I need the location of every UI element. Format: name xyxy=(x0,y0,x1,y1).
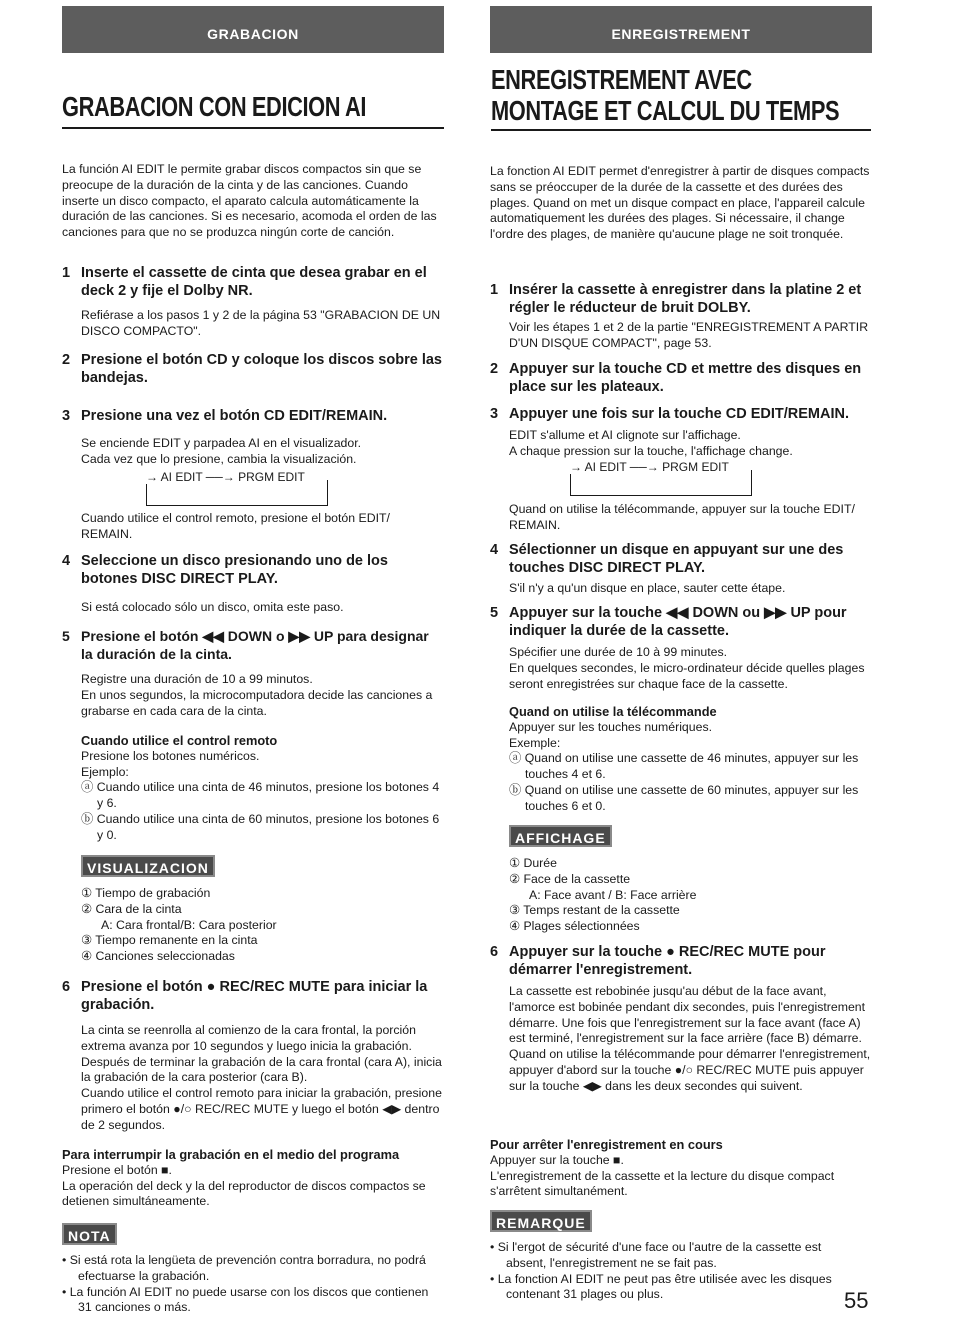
intro-text-es: La función AI EDIT le permite grabar discos compactos sin que se preocupe de la duración de la cinta y de las canciones. Cuando inserte un disco compacto, el aparato calcula automáticamente la duración de las canciones. Si es necesario, acomoda el orden de las canciones para que no se produzca ningún corte de canción. xyxy=(62,162,437,240)
note-item: • Si está rota la lengüeta de prevención contra borradura, no podrá efectuarse la grabación. xyxy=(62,1253,426,1283)
step-number: 2 xyxy=(62,352,71,368)
page-title-fr-line1: ENREGISTREMENT AVEC xyxy=(491,64,752,95)
step-4-body-es: Si está colocado sólo un disco, omita este paso. xyxy=(81,600,344,614)
remote-example-b: ⓑ Quand on utilise une cassette de 60 minutes, appuyer sur les touches 6 et 0. xyxy=(509,782,859,813)
step-text: Spécifier une durée de 10 à 99 minutes. xyxy=(509,645,728,659)
remote-example-a: ⓐ Quand on utilise une cassette de 46 minutes, appuyer sur les touches 4 et 6. xyxy=(509,751,859,782)
remote-section-fr xyxy=(509,704,871,815)
step-3-body-fr xyxy=(509,428,871,460)
step-number: 5 xyxy=(490,605,499,621)
step-6-es xyxy=(62,978,444,1014)
step-text: En unos segundos, la microcomputadora decide las canciones a grabarse en cada cara de la cinta. xyxy=(81,687,433,718)
display-item: ① Durée xyxy=(509,856,557,870)
step-1-es xyxy=(62,264,444,300)
note-item: • La fonction AI EDIT ne peut pas être utilisée avec les disques contenant 31 plages ou plus. xyxy=(490,1271,832,1302)
step-number: 4 xyxy=(490,542,499,558)
step-1-body-es: Refiérase a los pasos 1 y 2 de la página 53 "GRABACION DE UN DISCO COMPACTO". xyxy=(81,308,441,338)
step-heading: Presione el botón ● REC/REC MUTE para iniciar la grabación. xyxy=(81,979,428,1013)
step-4-es xyxy=(62,552,444,588)
remote-heading: Cuando utilice el control remoto xyxy=(81,733,278,748)
display-tag-fr: AFFICHAGE xyxy=(509,825,612,847)
step-heading: Appuyer sur la touche ◀◀ DOWN ou ▶▶ UP pour indiquer la durée de la cassette. xyxy=(509,605,847,639)
step-heading: Appuyer sur la touche CD et mettre des disques en place sur les plateaux. xyxy=(509,361,862,395)
step-3-remote-es: Cuando utilice el control remoto, presione el botón EDIT/ REMAIN. xyxy=(81,511,390,541)
step-text: Registre una duración de 10 a 99 minutos. xyxy=(81,672,313,686)
step-heading: Appuyer une fois sur la touche CD EDIT/REMAIN. xyxy=(509,406,849,422)
stop-section-es xyxy=(62,1147,444,1210)
step-heading: Seleccione un disco presionando uno de los botones DISC DIRECT PLAY. xyxy=(81,553,388,587)
notes-fr xyxy=(490,1240,840,1303)
step-2-es xyxy=(62,351,444,387)
stop-text: Appuyer sur la touche ■. xyxy=(490,1152,624,1167)
title-rule-es xyxy=(62,127,444,129)
step-number: 3 xyxy=(490,406,499,422)
step-heading: Presione el botón CD y coloque los discos sobre las bandejas. xyxy=(81,352,442,386)
display-item: ③ Temps restant de la cassette xyxy=(509,903,680,918)
display-list-es xyxy=(81,886,443,965)
step-number: 5 xyxy=(62,628,70,644)
step-number: 6 xyxy=(490,944,499,960)
step-text: La cassette est rebobinée jusqu'au début de la face avant, l'amorce est bobinée pendant dix secondes, puis l'enregistrement démarre. Une fois que l'enregistrement sur la face avant (face A) est terminé, l'enregistrement sur la face arrière (face B) démarre. xyxy=(509,984,866,1046)
page-number: 55 xyxy=(844,1288,869,1313)
remote-example-b: ⓑ Cuando utilice una cinta de 60 minutos, presione los botones 6 y 0. xyxy=(81,811,440,842)
intro-text-fr: La fonction AI EDIT permet d'enregistrer à partir de disques compacts sans se préoccuper de la durée de la cassette et des durées des plages. Quand on met un disque compact en place, l'appareil calcule automatiquement les durées des plages. Si nécessaire, il change l'ordre des plages, de manière qu'aucune plage ne soit tronquée. xyxy=(490,164,870,242)
section-banner-es: GRABACION xyxy=(62,6,444,53)
stop-heading: Para interrumpir la grabación en el medio del programa xyxy=(62,1147,400,1162)
display-item: ② Face de la cassette xyxy=(509,871,631,886)
mode-cycle-label: → AI EDIT ──→ PRGM EDIT xyxy=(570,460,729,474)
step-text: A chaque pression sur la touche, l'affichage change. xyxy=(509,443,793,458)
step-text: Quand on utilise la télécommande pour démarrer l'enregistrement, appuyer d'abord sur la touche ●/○ REC/REC MUTE puis appuyer sur la touche ◀▶ dans les deux secondes qui suivent. xyxy=(509,1047,871,1093)
remote-text: Exemple: xyxy=(509,735,561,750)
step-heading: Presione una vez el botón CD EDIT/REMAIN. xyxy=(81,408,388,424)
step-heading: Presione el botón ◀◀ DOWN o ▶▶ UP para designar la duración de la cinta. xyxy=(81,628,429,662)
note-item: • Si l'ergot de sécurité d'une face ou l'autre de la cassette est absent, l'enregistrement ne se fait pas. xyxy=(490,1240,822,1270)
stop-text: L'enregistrement de la cassette et la lecture du disque compact s'arrêtent simultanément. xyxy=(490,1168,835,1199)
display-item: A: Face avant / B: Face arrière xyxy=(529,887,697,902)
step-number: 2 xyxy=(490,361,499,377)
display-item: ② Cara de la cinta xyxy=(81,901,182,916)
step-number: 1 xyxy=(62,265,71,281)
page-title-es: GRABACION CON EDICION AI xyxy=(62,91,367,122)
step-4-fr xyxy=(490,541,871,577)
step-5-es xyxy=(62,627,444,663)
remote-example-a: ⓐ Cuando utilice una cinta de 46 minutos, presione los botones 4 y 6. xyxy=(81,780,440,811)
display-list-fr xyxy=(509,856,871,935)
step-2-fr xyxy=(490,360,871,396)
step-1-body-fr: Voir les étapes 1 et 2 de la partie "ENREGISTREMENT A PARTIR D'UN DISQUE COMPACT", page 53. xyxy=(509,320,869,350)
note-item: • La función AI EDIT no puede usarse con los discos que contienen 31 canciones o más. xyxy=(62,1284,429,1315)
step-number: 3 xyxy=(62,408,71,424)
display-tag-es: VISUALIZACION xyxy=(81,855,215,877)
step-text: Cada vez que lo presione, cambia la visualización. xyxy=(81,451,357,466)
step-number: 4 xyxy=(62,553,71,569)
step-heading: Inserte el cassette de cinta que desea grabar en el deck 2 y fije el Dolby NR. xyxy=(81,265,427,299)
step-text: EDIT s'allume et AI clignote sur l'affichage. xyxy=(509,428,741,442)
step-6-fr xyxy=(490,943,871,979)
step-3-body-es xyxy=(81,436,443,468)
page-title-fr-line2: MONTAGE ET CALCUL DU TEMPS xyxy=(491,95,840,126)
step-5-body-fr xyxy=(509,645,871,692)
mode-cycle-diagram-es xyxy=(146,470,328,506)
step-4-body-fr: S'il n'y a qu'un disque en place, sauter cette étape. xyxy=(509,581,786,595)
display-item: ④ Plages sélectionnées xyxy=(509,919,640,934)
mode-cycle-diagram-fr xyxy=(570,460,752,496)
display-item: ③ Tiempo remanente en la cinta xyxy=(81,933,258,948)
display-item: A: Cara frontal/B: Cara posterior xyxy=(101,917,277,932)
step-3-es xyxy=(62,407,444,425)
step-number: 1 xyxy=(490,282,499,298)
stop-section-fr xyxy=(490,1137,871,1200)
step-6-body-fr xyxy=(509,984,871,1095)
stop-text: Presione el botón ■. xyxy=(62,1162,172,1177)
note-tag-es: NOTA xyxy=(62,1223,117,1245)
notes-es xyxy=(62,1253,444,1316)
title-rule-fr xyxy=(491,129,871,131)
step-3-fr xyxy=(490,405,871,423)
step-heading: Insérer la cassette à enregistrer dans la platine 2 et régler le réducteur de bruit DOLBY. xyxy=(509,282,862,316)
remote-text: Presione los botones numéricos. xyxy=(81,748,260,763)
step-3-remote-fr: Quand on utilise la télécommande, appuyer sur la touche EDIT/ REMAIN. xyxy=(509,502,855,532)
step-1-fr xyxy=(490,281,871,317)
remote-text: Appuyer sur les touches numériques. xyxy=(509,719,713,734)
remote-heading: Quand on utilise la télécommande xyxy=(509,704,717,719)
display-item: ④ Canciones seleccionadas xyxy=(81,949,235,964)
step-text: La cinta se reenrolla al comienzo de la cara frontal, la porción extrema avanza por 10 segundos y luego inicia la grabación. Después de terminar la grabación de la cara frontal (cara A), inicia la grabación de la cara posterior (cara B). xyxy=(81,1023,442,1085)
step-text: Cuando utilice el control remoto para iniciar la grabación, presione primero el botón ●/○ REC/REC MUTE y luego el botón ◀▶ dentro de 2 segundos. xyxy=(81,1086,442,1132)
mode-cycle-label: → AI EDIT ──→ PRGM EDIT xyxy=(146,470,305,484)
step-heading: Appuyer sur la touche ● REC/REC MUTE pour démarrer l'enregistrement. xyxy=(509,944,826,978)
step-text: En quelques secondes, le micro-ordinateur décide quelles plages seront enregistrées sur chaque face de la cassette. xyxy=(509,660,865,691)
step-5-body-es xyxy=(81,672,443,719)
step-text: Se enciende EDIT y parpadea AI en el visualizador. xyxy=(81,436,362,450)
stop-heading: Pour arrêter l'enregistrement en cours xyxy=(490,1137,723,1152)
remote-text: Ejemplo: xyxy=(81,764,129,779)
page-title-fr xyxy=(491,64,839,126)
step-number: 6 xyxy=(62,979,71,995)
stop-text: La operación del deck y la del reproductor de discos compactos se detienen simultáneamente. xyxy=(62,1178,426,1209)
display-item: ① Tiempo de grabación xyxy=(81,886,211,900)
step-5-fr xyxy=(490,604,871,640)
remote-section-es xyxy=(81,733,443,844)
step-heading: Sélectionner un disque en appuyant sur une des touches DISC DIRECT PLAY. xyxy=(509,542,844,576)
step-6-body-es xyxy=(81,1023,443,1134)
note-tag-fr: REMARQUE xyxy=(490,1210,592,1232)
section-banner-fr: ENREGISTREMENT xyxy=(490,6,872,53)
